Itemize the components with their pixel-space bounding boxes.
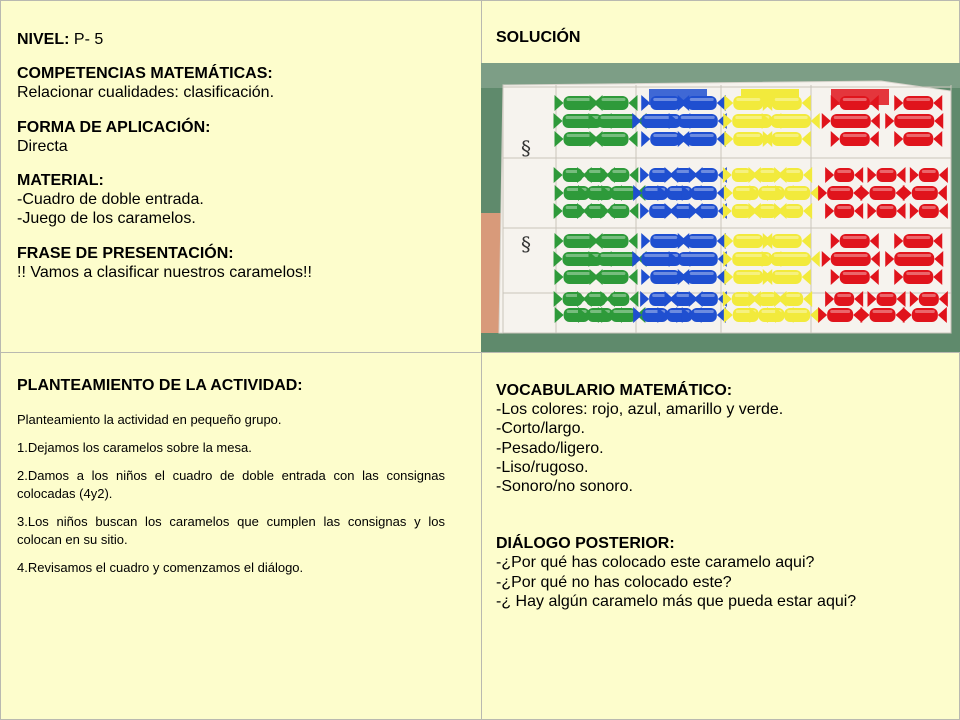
competencias-value: Relacionar cualidades: clasificación. bbox=[17, 84, 275, 102]
dialogo-item: -¿Por qué has colocado este caramelo aqui? bbox=[496, 554, 815, 572]
row-symbol: § bbox=[521, 136, 531, 160]
vocabulario-item: -Liso/rugoso. bbox=[496, 458, 589, 476]
dialogo-label: DIÁLOGO POSTERIOR: bbox=[496, 535, 675, 553]
step-item: 3.Los niños buscan los caramelos que cumplen las consignas y los colocan en su sitio. bbox=[17, 514, 445, 548]
competencias-label: COMPETENCIAS MATEMÁTICAS: bbox=[17, 65, 273, 83]
step-item: 1.Dejamos los caramelos sobre la mesa. bbox=[17, 440, 252, 456]
vocabulario-label: VOCABULARIO MATEMÁTICO: bbox=[496, 382, 733, 399]
nivel-line bbox=[17, 30, 472, 49]
forma-label: FORMA DE APLICACIÓN: bbox=[17, 118, 211, 136]
vocabulario-item: -Sonoro/no sonoro. bbox=[496, 478, 633, 496]
frase-value: !! Vamos a clasificar nuestros caramelos!! bbox=[17, 263, 312, 281]
candy-sorting-photo bbox=[481, 63, 960, 352]
vocabulario-item: -Los colores: rojo, azul, amarillo y verde. bbox=[496, 401, 784, 419]
nivel-label: NIVEL: bbox=[17, 31, 70, 48]
nivel-value: P- 5 bbox=[69, 31, 104, 48]
planteamiento-intro: Planteamiento la actividad en pequeño grupo. bbox=[17, 412, 282, 428]
dialogo-item: -¿Por qué no has colocado este? bbox=[496, 573, 732, 591]
material-item: -Juego de los caramelos. bbox=[17, 210, 196, 228]
horizontal-divider bbox=[0, 352, 960, 353]
planteamiento-label: PLANTEAMIENTO DE LA ACTIVIDAD: bbox=[17, 377, 303, 394]
forma-value: Directa bbox=[17, 137, 68, 155]
vocabulario-panel bbox=[496, 381, 951, 611]
planteamiento-panel bbox=[17, 376, 445, 577]
material-label: MATERIAL: bbox=[17, 172, 104, 190]
step-item: 4.Revisamos el cuadro y comenzamos el diálogo. bbox=[17, 560, 304, 576]
solucion-title: SOLUCIÓN bbox=[496, 29, 581, 46]
dialogo-item: -¿ Hay algún caramelo más que pueda estar aqui? bbox=[496, 592, 857, 610]
info-panel bbox=[17, 30, 472, 282]
step-item: 2.Damos a los niños el cuadro de doble entrada con las consignas colocadas (4y2). bbox=[17, 468, 445, 502]
frase-label: FRASE DE PRESENTACIÓN: bbox=[17, 244, 234, 262]
row-symbol: § bbox=[521, 232, 531, 256]
vocabulario-item: -Corto/largo. bbox=[496, 420, 585, 438]
material-item: -Cuadro de doble entrada. bbox=[17, 191, 204, 209]
vocabulario-item: -Pesado/ligero. bbox=[496, 439, 604, 457]
